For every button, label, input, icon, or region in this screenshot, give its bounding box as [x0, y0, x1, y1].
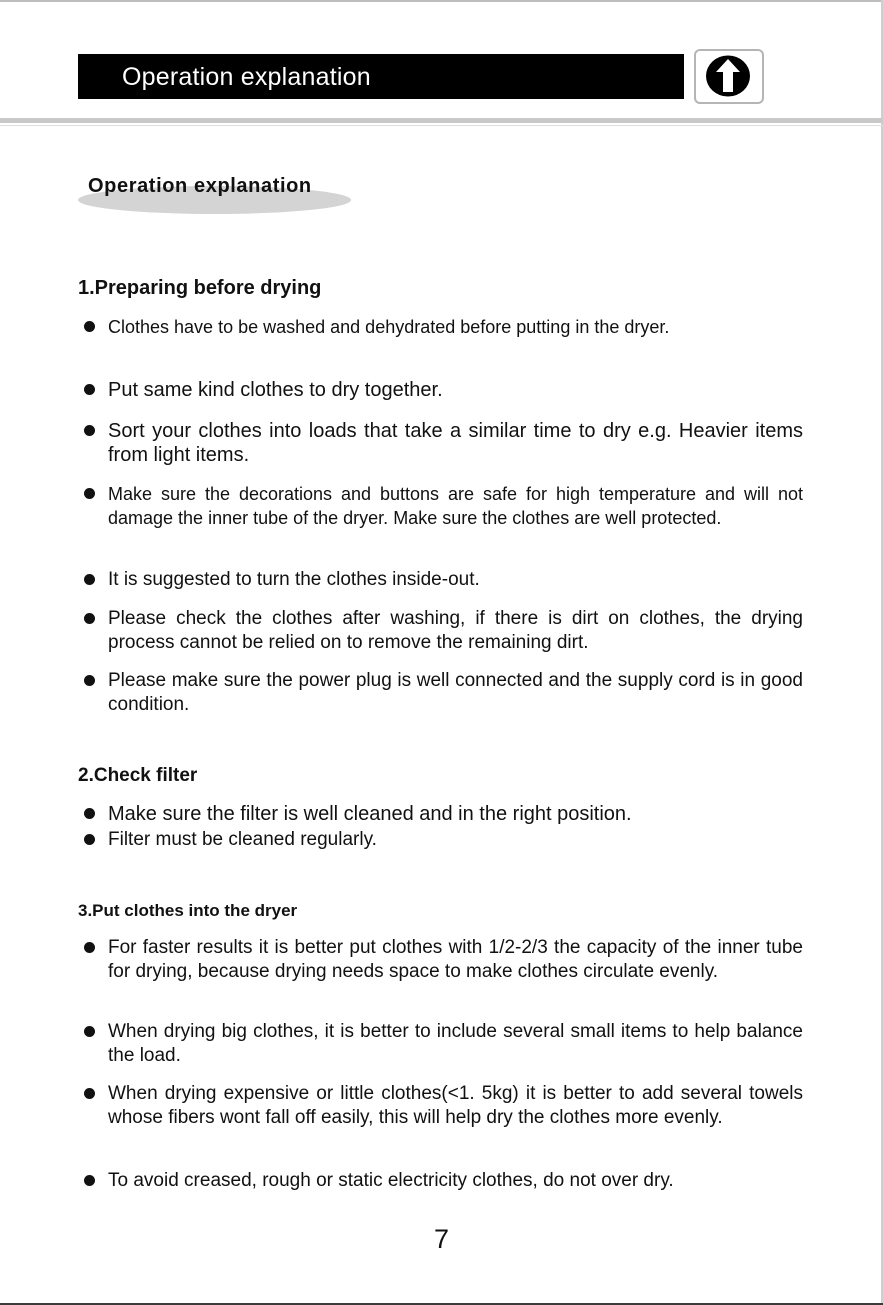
list-item: [84, 669, 803, 717]
list-item: [84, 828, 803, 852]
list-item-text: Sort your clothes into loads that take a similar time to dry e.g. Heavier items from light items.: [108, 420, 803, 466]
list-item: [84, 936, 803, 984]
list-item-text: Filter must be cleaned regularly.: [108, 829, 377, 850]
bullet-icon: [84, 834, 95, 845]
bullet-icon: [84, 574, 95, 585]
list-item: [84, 802, 803, 826]
up-arrow-icon: [704, 54, 752, 98]
bullet-icon: [84, 321, 95, 332]
list-item-text: When drying big clothes, it is better to include several small items to help balance the load.: [108, 1021, 803, 1066]
bullet-icon: [84, 1026, 95, 1037]
header-bar: [78, 54, 684, 99]
list-item: [84, 315, 803, 339]
bullet-icon: [84, 384, 95, 395]
bullet-icon: [84, 808, 95, 819]
list-item-text: Put same kind clothes to dry together.: [108, 379, 443, 401]
header-rule-line: [0, 125, 883, 126]
bullet-icon: [84, 613, 95, 624]
bullet-icon: [84, 942, 95, 953]
list-item: [84, 1082, 803, 1130]
section-title: Operation explanation: [88, 175, 312, 197]
section-3-heading: 3.Put clothes into the dryer: [78, 901, 298, 920]
list-item: [84, 607, 803, 655]
list-item-text: Please make sure the power plug is well connected and the supply cord is in good condition.: [108, 670, 803, 715]
list-item-text: Make sure the filter is well cleaned and in the right position.: [108, 803, 632, 825]
up-arrow-button[interactable]: [694, 49, 764, 104]
list-item: [84, 1020, 803, 1068]
list-item: [84, 568, 803, 592]
bullet-icon: [84, 1088, 95, 1099]
list-item: [84, 1169, 803, 1193]
header-title: Operation explanation: [122, 63, 371, 91]
list-item-text: Clothes have to be washed and dehydrated before putting in the dryer.: [108, 317, 670, 337]
bullet-icon: [84, 488, 95, 499]
page-frame-top: [0, 0, 883, 2]
list-item: [84, 419, 803, 467]
list-item-text: When drying expensive or little clothes(<1. 5kg) it is better to add several towels whose fibers wont fall off easily, this will help dry the clothes more evenly.: [108, 1083, 803, 1128]
header-rule: [0, 118, 883, 123]
list-item: [84, 378, 803, 402]
list-item-text: To avoid creased, rough or static electricity clothes, do not over dry.: [108, 1170, 674, 1191]
page-number: 7: [433, 1224, 450, 1254]
bullet-icon: [84, 425, 95, 436]
list-item: [84, 482, 803, 530]
list-item-text: It is suggested to turn the clothes inside-out.: [108, 569, 480, 590]
list-item-text: Make sure the decorations and buttons are safe for high temperature and will not damage the inner tube of the dryer. Make sure the clothes are well protected.: [108, 484, 803, 528]
list-item-text: Please check the clothes after washing, if there is dirt on clothes, the drying process cannot be relied on to remove the remaining dirt.: [108, 608, 803, 653]
section-2-heading: 2.Check filter: [78, 765, 198, 786]
bullet-icon: [84, 675, 95, 686]
bullet-icon: [84, 1175, 95, 1186]
list-item-text: For faster results it is better put clothes with 1/2-2/3 the capacity of the inner tube for drying, because drying needs space to make clothes circulate evenly.: [108, 937, 803, 982]
section-1-heading: 1.Preparing before drying: [78, 277, 322, 299]
